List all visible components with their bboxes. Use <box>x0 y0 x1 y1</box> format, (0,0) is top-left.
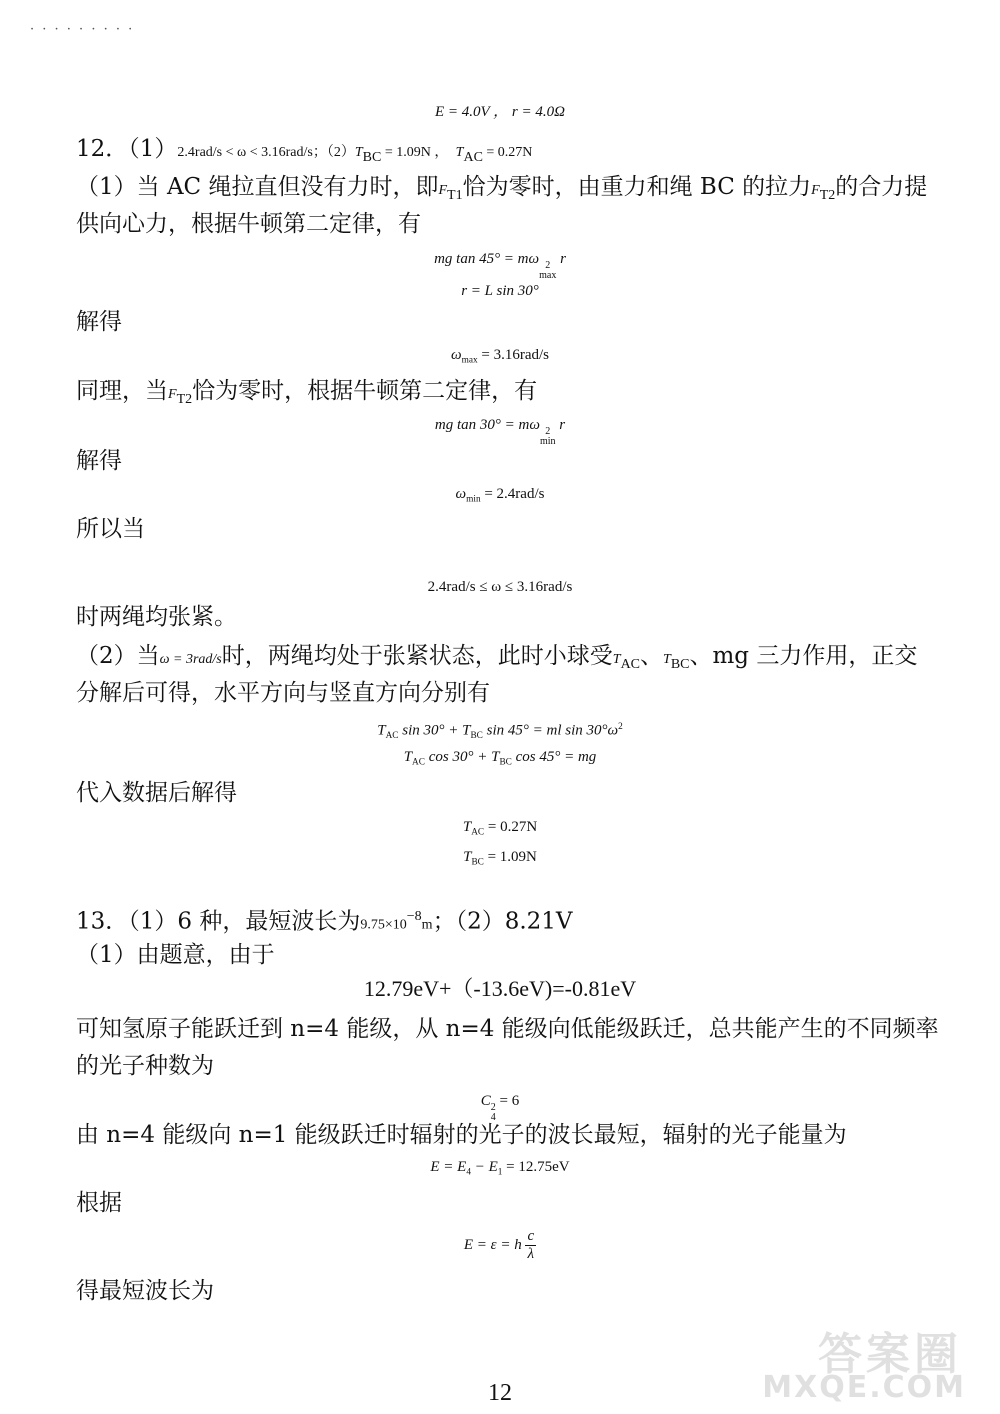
q12-equation-8: $T_{AC}$ $\cos 30^\circ + T_{BC}$ cos 45° = mg <box>403 749 597 768</box>
q12-equation-4: mg tan 30° = mω 2 min r <box>434 417 566 447</box>
page-header-marks: · · · · · · · · · <box>30 22 135 37</box>
q13-paragraph-2: 可知氢原子能跃迁到 n=4 能级，从 n=4 能级向低能级跃迁，总共能产生的不同频率 <box>76 1016 939 1042</box>
q12-equation-5: $\omega_{min} = 2.4rad/s$ <box>455 486 545 505</box>
q12-paragraph-4: 时两绳均张紧。 <box>76 604 237 630</box>
q12-paragraph-5: （2）当ω = 3rad/s时，两绳均处于张紧状态，此时小球受$T_{AC}$、$T_{BC}$、mg 三力作用，正交 <box>76 643 918 672</box>
q13-paragraph-6: 得最短波长为 <box>76 1278 214 1304</box>
q12-paragraph-3: 同理，当$F_{T2}$恰为零时，根据牛顿第二定律，有 <box>76 378 538 407</box>
q13-paragraph-4: 由 n=4 能级向 n=1 能级跃迁时辐射的光子的波长最短，辐射的光子能量为 <box>76 1122 847 1148</box>
q12-jiede-1: 解得 <box>76 309 122 335</box>
q12-paragraph-1: （1）当 AC 绳拉直但没有力时，即$F_{T1}$恰为零时，由重力和绳 BC 的拉力$F_{T2}$的合力提 <box>76 174 928 203</box>
q12-equation-6: 2.4rad/s ≤ ω ≤ 3.16rad/s <box>427 579 573 595</box>
q12-equation-3: $\omega_{max} = 3.16rad/s$ <box>451 347 549 366</box>
fraction-c-over-lambda: $\frac{c}{\lambda}$ <box>527 1228 535 1262</box>
q12-paragraph-2: 供向心力，根据牛顿第二定律，有 <box>76 211 421 237</box>
q13-equation-2: C 2 4 = 6 <box>480 1093 520 1123</box>
q12-jiede-2: 解得 <box>76 448 122 474</box>
q13-answer-line: 13．（1）6 种，最短波长为$9.75\times 10^{-8}m$；（2）8.21V <box>76 908 573 935</box>
q13-paragraph-1: （1）由题意，由于 <box>76 942 275 968</box>
q13-equation-4: E = ε = h $\frac{c}{\lambda}$ <box>463 1228 535 1262</box>
q12-paragraph-6: 分解后可得，水平方向与竖直方向分别有 <box>76 680 490 706</box>
q13-equation-3: $E = E_4 - E_1 = 12.75eV$ <box>430 1159 570 1178</box>
watermark-text-cn: 答案圈 <box>818 1329 962 1380</box>
q12-suoyi: 所以当 <box>76 516 145 542</box>
watermark-text-url: MXQE.COM <box>762 1370 966 1405</box>
q12-equation-9: $T_{AC} = 0.27N$ <box>462 819 538 838</box>
q12-equation-2: r = L sin 30° <box>461 283 539 299</box>
q12-paragraph-7: 代入数据后解得 <box>76 780 237 806</box>
q12-answer-line: 12．（1）2.4rad/s < ω < 3.16rad/s；$(2)T_{BC} = 1.09N$ ， $T_{AC} = 0.27N$ <box>76 136 533 165</box>
q13-paragraph-5: 根据 <box>76 1190 122 1216</box>
q13-equation-1: 12.79eV+（-13.6eV)=-0.81eV <box>363 976 637 1001</box>
q12-equation-10: $T_{BC} = 1.09N$ <box>463 849 537 868</box>
q12-equation-1: mg tan 45° = mω 2 max r <box>434 251 566 281</box>
equation-e-r: E = 4.0V ， r = 4.0Ω <box>435 104 565 120</box>
page-number: 12 <box>488 1380 512 1406</box>
q12-equation-7: $T_{AC}$ $\sin 30^\circ + T_{BC}$ sin 45° = ml $\sin 30^\circ\omega^2$ <box>377 722 623 741</box>
q13-paragraph-3: 的光子种数为 <box>76 1053 214 1079</box>
